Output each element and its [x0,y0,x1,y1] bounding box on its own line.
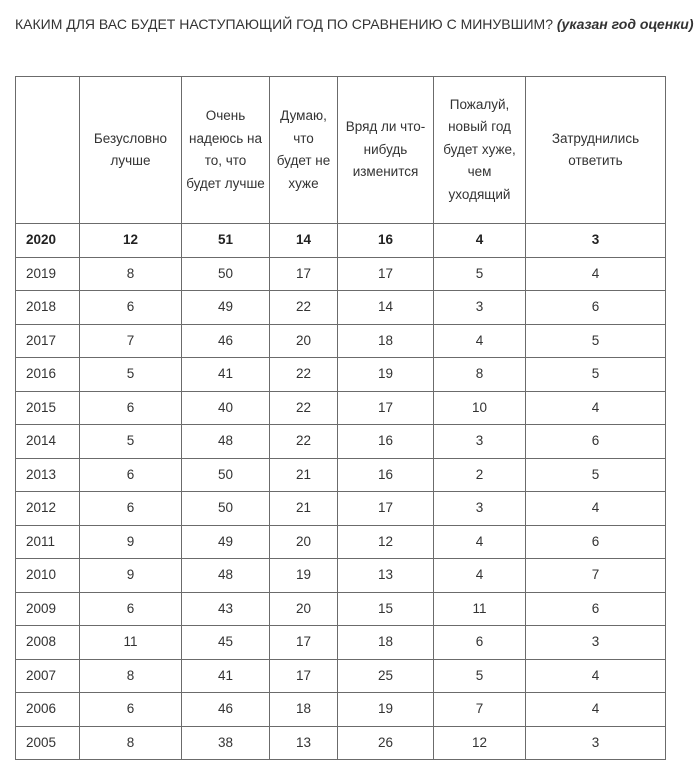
cell-year: 2007 [16,659,80,693]
cell-hope-better: 43 [182,592,270,626]
cell-definitely-better: 6 [80,458,182,492]
cell-definitely-better: 5 [80,425,182,459]
cell-hope-better: 46 [182,324,270,358]
cell-worse: 11 [434,592,526,626]
cell-no-change: 17 [338,391,434,425]
cell-definitely-better: 7 [80,324,182,358]
table-row [16,492,666,526]
cell-hope-better: 49 [182,525,270,559]
table-row [16,458,666,492]
cell-hope-better: 46 [182,693,270,727]
cell-definitely-better: 11 [80,626,182,660]
table-row [16,559,666,593]
cell-definitely-better: 9 [80,525,182,559]
cell-hard-to-say: 4 [526,257,666,291]
cell-not-worse: 13 [270,726,338,760]
cell-worse: 5 [434,257,526,291]
cell-not-worse: 20 [270,525,338,559]
cell-no-change: 19 [338,693,434,727]
cell-hard-to-say: 3 [526,224,666,258]
table-row [16,592,666,626]
header-definitely-better: Безусловно лучше [80,77,182,224]
cell-year: 2017 [16,324,80,358]
cell-not-worse: 22 [270,358,338,392]
cell-worse: 4 [434,559,526,593]
cell-year: 2008 [16,626,80,660]
table-body [16,224,666,760]
survey-table [15,76,666,760]
cell-hope-better: 38 [182,726,270,760]
table-row [16,626,666,660]
cell-year: 2006 [16,693,80,727]
cell-hard-to-say: 4 [526,492,666,526]
cell-hope-better: 41 [182,358,270,392]
cell-worse: 3 [434,492,526,526]
cell-not-worse: 17 [270,626,338,660]
cell-year: 2015 [16,391,80,425]
cell-hope-better: 48 [182,559,270,593]
cell-not-worse: 22 [270,391,338,425]
header-no-change: Вряд ли что-нибудь изменится [338,77,434,224]
heading-question: КАКИМ ДЛЯ ВАС БУДЕТ НАСТУПАЮЩИЙ ГОД ПО СРАВНЕНИЮ С МИНУВШИМ? [15,16,557,32]
cell-definitely-better: 8 [80,726,182,760]
cell-no-change: 18 [338,626,434,660]
header-hope-better: Очень надеюсь на то, что будет лучше [182,77,270,224]
cell-no-change: 25 [338,659,434,693]
page-heading [15,13,695,35]
cell-no-change: 17 [338,257,434,291]
cell-definitely-better: 8 [80,257,182,291]
table-row [16,726,666,760]
table-row [16,358,666,392]
table-row [16,425,666,459]
cell-no-change: 15 [338,592,434,626]
cell-hope-better: 48 [182,425,270,459]
table-row [16,291,666,325]
cell-no-change: 18 [338,324,434,358]
cell-year: 2013 [16,458,80,492]
cell-hope-better: 49 [182,291,270,325]
cell-no-change: 13 [338,559,434,593]
cell-hope-better: 50 [182,458,270,492]
cell-no-change: 19 [338,358,434,392]
header-year [16,77,80,224]
cell-hope-better: 41 [182,659,270,693]
cell-hard-to-say: 4 [526,391,666,425]
cell-definitely-better: 6 [80,592,182,626]
cell-hard-to-say: 6 [526,425,666,459]
cell-hard-to-say: 5 [526,458,666,492]
table-row [16,224,666,258]
cell-definitely-better: 5 [80,358,182,392]
cell-no-change: 16 [338,224,434,258]
cell-hard-to-say: 5 [526,358,666,392]
cell-definitely-better: 12 [80,224,182,258]
cell-not-worse: 20 [270,324,338,358]
cell-hard-to-say: 6 [526,525,666,559]
cell-no-change: 14 [338,291,434,325]
header-not-worse: Думаю, что будет не хуже [270,77,338,224]
cell-no-change: 17 [338,492,434,526]
cell-definitely-better: 6 [80,492,182,526]
header-hard-to-say: Затруднились ответить [526,77,666,224]
cell-definitely-better: 6 [80,693,182,727]
cell-hard-to-say: 4 [526,693,666,727]
heading-note: (указан год оценки) [556,16,694,32]
cell-hard-to-say: 3 [526,726,666,760]
cell-worse: 5 [434,659,526,693]
cell-year: 2020 [16,224,80,258]
cell-hard-to-say: 6 [526,291,666,325]
cell-no-change: 16 [338,425,434,459]
cell-worse: 2 [434,458,526,492]
cell-hope-better: 51 [182,224,270,258]
table-row [16,324,666,358]
cell-year: 2018 [16,291,80,325]
cell-year: 2005 [16,726,80,760]
cell-not-worse: 14 [270,224,338,258]
cell-hope-better: 50 [182,257,270,291]
header-worse: Пожалуй, новый год будет хуже, чем уходящий [434,77,526,224]
cell-not-worse: 22 [270,291,338,325]
cell-worse: 4 [434,224,526,258]
cell-worse: 3 [434,291,526,325]
cell-not-worse: 17 [270,257,338,291]
cell-hard-to-say: 6 [526,592,666,626]
cell-not-worse: 19 [270,559,338,593]
cell-year: 2009 [16,592,80,626]
cell-definitely-better: 8 [80,659,182,693]
cell-worse: 4 [434,525,526,559]
cell-hard-to-say: 5 [526,324,666,358]
table-row [16,391,666,425]
cell-no-change: 12 [338,525,434,559]
cell-definitely-better: 6 [80,391,182,425]
cell-not-worse: 21 [270,492,338,526]
cell-hope-better: 45 [182,626,270,660]
cell-worse: 6 [434,626,526,660]
cell-not-worse: 22 [270,425,338,459]
cell-not-worse: 21 [270,458,338,492]
table-row [16,525,666,559]
cell-worse: 4 [434,324,526,358]
table-row [16,693,666,727]
cell-year: 2012 [16,492,80,526]
cell-definitely-better: 6 [80,291,182,325]
cell-not-worse: 20 [270,592,338,626]
cell-worse: 10 [434,391,526,425]
cell-worse: 12 [434,726,526,760]
cell-worse: 7 [434,693,526,727]
cell-hard-to-say: 7 [526,559,666,593]
cell-not-worse: 17 [270,659,338,693]
cell-hard-to-say: 4 [526,659,666,693]
table-row [16,659,666,693]
table-row [16,257,666,291]
cell-year: 2016 [16,358,80,392]
cell-worse: 3 [434,425,526,459]
cell-no-change: 16 [338,458,434,492]
cell-hope-better: 50 [182,492,270,526]
cell-not-worse: 18 [270,693,338,727]
cell-year: 2014 [16,425,80,459]
cell-year: 2019 [16,257,80,291]
cell-year: 2011 [16,525,80,559]
cell-year: 2010 [16,559,80,593]
cell-worse: 8 [434,358,526,392]
cell-no-change: 26 [338,726,434,760]
cell-definitely-better: 9 [80,559,182,593]
cell-hope-better: 40 [182,391,270,425]
cell-hard-to-say: 3 [526,626,666,660]
table-header-row [16,77,666,224]
